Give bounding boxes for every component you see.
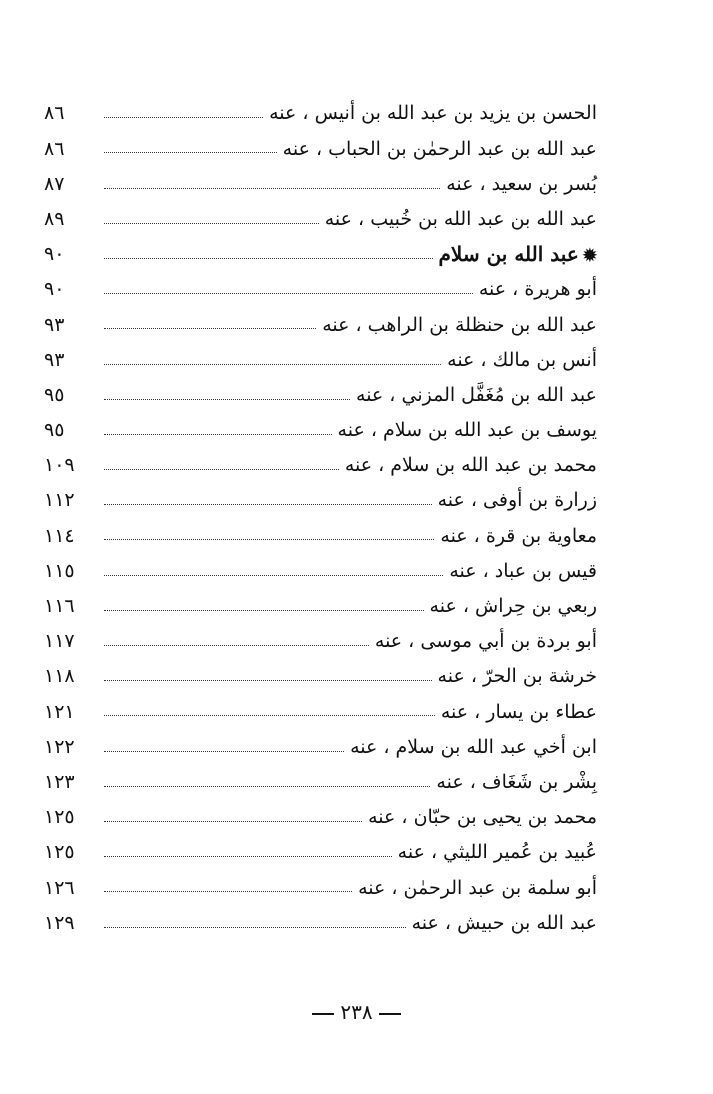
entry-label: أنس بن مالك ، عنه [447, 348, 597, 371]
entry-page-number: ١١٥ [44, 559, 75, 582]
toc-entry [44, 196, 597, 231]
entry-label: عُبيد بن عُمير الليثي ، عنه [397, 841, 597, 864]
footer-page-number: ٢٣٨ [340, 1000, 373, 1024]
entry-title [432, 489, 597, 512]
entry-title [430, 771, 597, 794]
entry-title [316, 314, 597, 337]
toc-entry [44, 160, 597, 195]
table-of-contents [44, 90, 597, 935]
entry-label: أبو هريرة ، عنه [478, 278, 597, 301]
toc-entry [44, 266, 597, 301]
dot-leader [104, 610, 424, 611]
toc-entry [44, 618, 597, 653]
footer-dash-left [312, 1013, 334, 1015]
entry-title [339, 454, 597, 477]
dot-leader [104, 856, 392, 857]
entry-label: عبد الله بن سلام [438, 241, 579, 266]
toc-entry [44, 442, 597, 477]
dot-leader [104, 293, 473, 294]
toc-entry [44, 372, 597, 407]
entry-page-number: ٨٧ [44, 172, 65, 195]
dot-leader [104, 117, 263, 118]
entry-page-number: ١٢٦ [44, 876, 75, 899]
entry-label: محمد بن عبد الله بن سلام ، عنه [344, 454, 597, 477]
dot-leader [104, 645, 369, 646]
entry-page-number: ٩٠ [44, 243, 65, 266]
entry-label: أبو سلمة بن عبد الرحمٰن ، عنه [358, 876, 597, 899]
entry-title [392, 841, 597, 864]
entry-page-number: ١١٨ [44, 665, 75, 688]
toc-entry [44, 336, 597, 371]
dot-leader [104, 680, 432, 681]
entry-label: محمد بن يحيى بن حبّان ، عنه [368, 806, 597, 829]
toc-entry [44, 829, 597, 864]
entry-title [443, 560, 597, 583]
dot-leader [104, 539, 434, 540]
entry-page-number: ١٠٩ [44, 454, 75, 477]
entry-title [434, 525, 597, 548]
dot-leader [104, 223, 319, 224]
dot-leader [104, 434, 332, 435]
star-icon: ✹ [582, 245, 597, 266]
toc-entry [44, 512, 597, 547]
dot-leader [104, 504, 432, 505]
dot-leader [104, 927, 406, 928]
entry-page-number: ٨٦ [44, 137, 65, 160]
entry-title [440, 173, 597, 196]
entry-page-number: ١٢٥ [44, 806, 75, 829]
toc-entry [44, 688, 597, 723]
dot-leader [104, 575, 443, 576]
toc-entry [44, 899, 597, 934]
dot-leader [104, 399, 350, 400]
footer-dash-right [379, 1013, 401, 1015]
entry-title [435, 701, 597, 724]
dot-leader [104, 786, 430, 787]
toc-entry [44, 407, 597, 442]
toc-entry [44, 794, 597, 829]
entry-page-number: ٩٥ [44, 383, 65, 406]
entry-label: ابن أخي عبد الله بن سلام ، عنه [350, 735, 597, 758]
entry-title [344, 736, 597, 759]
entry-label: معاوية بن قرة ، عنه [440, 524, 597, 547]
entry-label: بُسر بن سعيد ، عنه [446, 172, 597, 195]
entry-page-number: ٨٩ [44, 207, 65, 230]
entry-label: قيس بن عباد ، عنه [449, 559, 597, 582]
toc-entry [44, 301, 597, 336]
toc-entry [44, 583, 597, 618]
entry-page-number: ١١٢ [44, 489, 75, 512]
entry-label: عبد الله بن عبد الله بن خُبيب ، عنه [324, 207, 597, 230]
entry-label: عبد الله بن حبيش ، عنه [411, 911, 597, 934]
entry-title [350, 384, 597, 407]
toc-section-heading [44, 231, 597, 266]
entry-page-number: ١١٤ [44, 524, 75, 547]
dot-leader [104, 469, 339, 470]
toc-entry [44, 759, 597, 794]
dot-leader [104, 152, 277, 153]
entry-page-number: ٨٦ [44, 102, 65, 125]
dot-leader [104, 891, 352, 892]
entry-title [332, 419, 597, 442]
page-footer [0, 1000, 713, 1024]
entry-title [433, 242, 597, 266]
dot-leader [104, 258, 433, 259]
toc-entry [44, 477, 597, 512]
entry-page-number: ١٢٢ [44, 735, 75, 758]
entry-label: أبو بردة بن أبي موسى ، عنه [374, 630, 597, 653]
entry-title [406, 912, 597, 935]
entry-title [319, 208, 597, 231]
toc-entry [44, 90, 597, 125]
toc-entry [44, 723, 597, 758]
dot-leader [104, 751, 344, 752]
entry-page-number: ٩٣ [44, 313, 65, 336]
dot-leader [104, 821, 362, 822]
entry-page-number: ١٢٩ [44, 911, 75, 934]
entry-title [352, 877, 597, 900]
entry-label: عبد الله بن مُغَفَّل المزني ، عنه [356, 383, 597, 406]
entry-page-number: ١١٦ [44, 595, 75, 618]
entry-label: الحسن بن يزيد بن عبد الله بن أنيس ، عنه [269, 102, 597, 125]
dot-leader [104, 715, 435, 716]
toc-entry [44, 864, 597, 899]
entry-title [362, 806, 597, 829]
entry-page-number: ٩٣ [44, 348, 65, 371]
entry-title [473, 278, 597, 301]
entry-page-number: ١٢٥ [44, 841, 75, 864]
entry-page-number: ١٢٣ [44, 770, 75, 793]
entry-title [441, 349, 597, 372]
entry-label: خرشة بن الحرّ ، عنه [437, 665, 597, 688]
entry-label: عطاء بن يسار ، عنه [440, 700, 597, 723]
entry-title [369, 630, 597, 653]
dot-leader [104, 188, 440, 189]
toc-entry [44, 653, 597, 688]
entry-page-number: ٩٥ [44, 419, 65, 442]
entry-page-number: ١١٧ [44, 630, 75, 653]
entry-title [277, 138, 597, 161]
toc-entry [44, 125, 597, 160]
entry-label: زرارة بن أوفى ، عنه [437, 489, 597, 512]
dot-leader [104, 328, 316, 329]
entry-label: يوسف بن عبد الله بن سلام ، عنه [337, 419, 597, 442]
dot-leader [104, 364, 441, 365]
entry-label: بِشْر بن شَغَاف ، عنه [436, 770, 597, 793]
entry-title [263, 102, 597, 125]
entry-label: عبد الله بن عبد الرحمٰن بن الحباب ، عنه [282, 137, 597, 160]
entry-page-number: ٩٠ [44, 278, 65, 301]
entry-title [424, 595, 597, 618]
toc-entry [44, 547, 597, 582]
entry-title [432, 665, 597, 688]
entry-page-number: ١٢١ [44, 700, 75, 723]
entry-label: ربعي بن حِراش ، عنه [429, 595, 597, 618]
entry-label: عبد الله بن حنظلة بن الراهب ، عنه [322, 313, 597, 336]
